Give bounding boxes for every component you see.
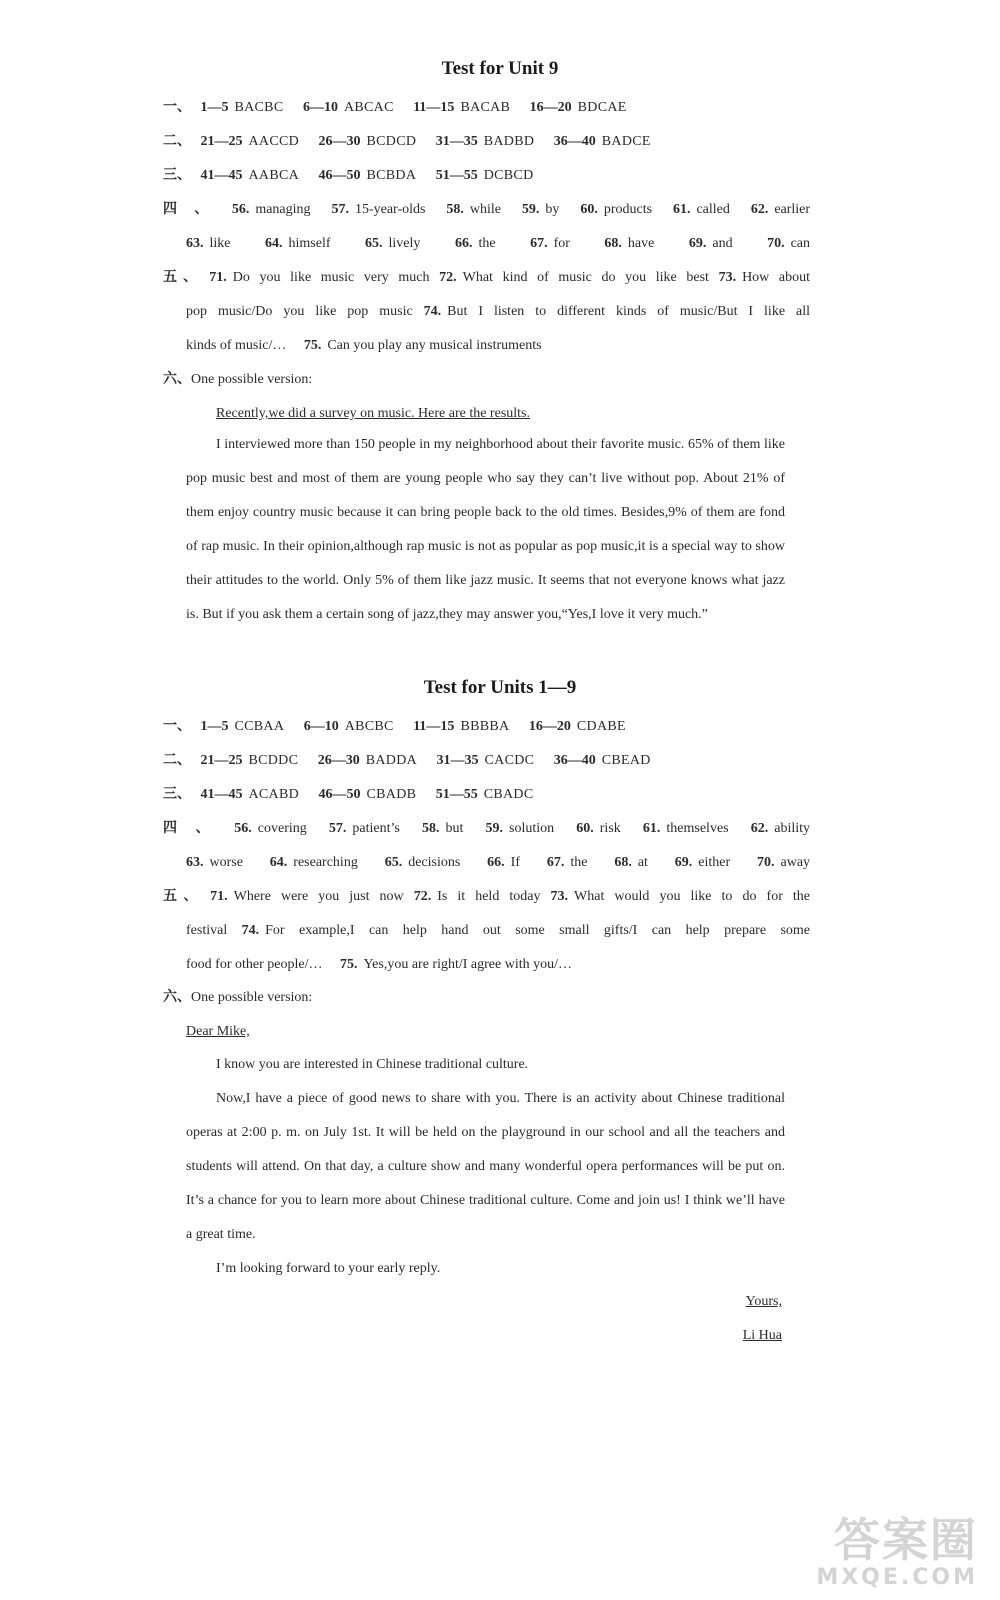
units19-part3: 三、 41—45 ACABD 46—50 CBADB 51—55 CBADC xyxy=(163,787,534,802)
unit9-part5-line2: pop music/Do you like pop music 74. But I listen to different kinds of music/But I like all xyxy=(186,304,810,319)
unit9-part4-line2: 63. like 64. himself 65. lively 66. the 67. for 68. have 69. and 70. can xyxy=(186,236,811,251)
units19-part4-line2: 63. worse 64. researching 65. decisions 66. If 67. the 68. at 69. either 70. away xyxy=(186,855,811,870)
units19-part6-label: 六、One possible version: xyxy=(163,990,313,1005)
letter-closing: Yours, xyxy=(745,1294,782,1309)
units19-part2: 二、 21—25 BCDDC 26—30 BADDA 31—35 CACDC 36—40 CBEAD xyxy=(163,753,651,768)
units19-part5-line3: food for other people/… 75. Yes,you are right/I agree with you/… xyxy=(186,957,573,972)
letter-body: I know you are interested in Chinese traditional culture. Now,I have a piece of good news to share with you. There is an activity about Chinese traditional operas at 2:00 p. m. on July 1st. It will be held on the playground in our school and all the teachers and students will attend. On that day, a culture show and many wonderful opera performances will be put on. It’s a chance for you to learn more about Chinese traditional culture. Come and join us! I think we’ll have a great time. I’m looking forward to your early reply. xyxy=(186,1057,785,1276)
watermark-logo xyxy=(816,1515,978,1590)
letter-greeting: Dear Mike, xyxy=(186,1024,250,1039)
unit9-essay-lead: Recently,we did a survey on music. Here are the results. xyxy=(216,406,530,421)
unit9-part3: 三、 41—45 AABCA 46—50 BCBDA 51—55 DCBCD xyxy=(163,168,534,183)
watermark-url: MXQE.COM xyxy=(816,1565,978,1590)
units19-part5-line2: festival 74. For example,I can help hand out some small gifts/I can help prepare some xyxy=(186,923,810,938)
units19-title: Test for Units 1—9 xyxy=(423,677,577,698)
unit9-part5-line1: 五、 71. Do you like music very much 72. What kind of music do you like best 73. How about xyxy=(163,270,811,285)
letter-signature: Li Hua xyxy=(742,1328,782,1343)
unit9-title: Test for Unit 9 xyxy=(441,58,559,79)
unit9-essay-body: I interviewed more than 150 people in my neighborhood about their favorite music. 65% of them like pop music best and most of them are young people who say they can’t live without pop. About 21% of them enjoy country music because it can bring people back to the old times. Besides,9% of them are fond of rap music. In their opinion,although rap music is not as popular as pop music,it is a special way to show their attitudes to the world. Only 5% of them like jazz music. It seems that not everyone knows what jazz is. But if you ask them a certain song of jazz,they may answer you,“Yes,I love it very much.” xyxy=(186,437,785,622)
units19-part1: 一、 1—5 CCBAA 6—10 ABCBC 11—15 BBBBA 16—20 CDABE xyxy=(163,719,626,734)
watermark-cn: 答案圈 xyxy=(834,1513,978,1567)
unit9-part4-line1: 四、 56. managing 57. 15-year-olds 58. while 59. by 60. products 61. called 62. earlier xyxy=(163,202,811,217)
units19-part5-line1: 五、 71. Where were you just now 72. Is it held today 73. What would you like to do for the xyxy=(163,889,811,904)
units19-part4-line1: 四、 56. covering 57. patient’s 58. but 59. solution 60. risk 61. themselves 62. ability xyxy=(163,821,811,836)
unit9-part5-line3: kinds of music/… 75. Can you play any musical instruments xyxy=(186,338,542,353)
unit9-part6-label: 六、One possible version: xyxy=(163,372,313,387)
unit9-part2: 二、 21—25 AACCD 26—30 BCDCD 31—35 BADBD 36—40 BADCE xyxy=(163,134,651,149)
unit9-part1: 一、 1—5 BACBC 6—10 ABCAC 11—15 BACAB 16—20 BDCAE xyxy=(163,100,627,115)
